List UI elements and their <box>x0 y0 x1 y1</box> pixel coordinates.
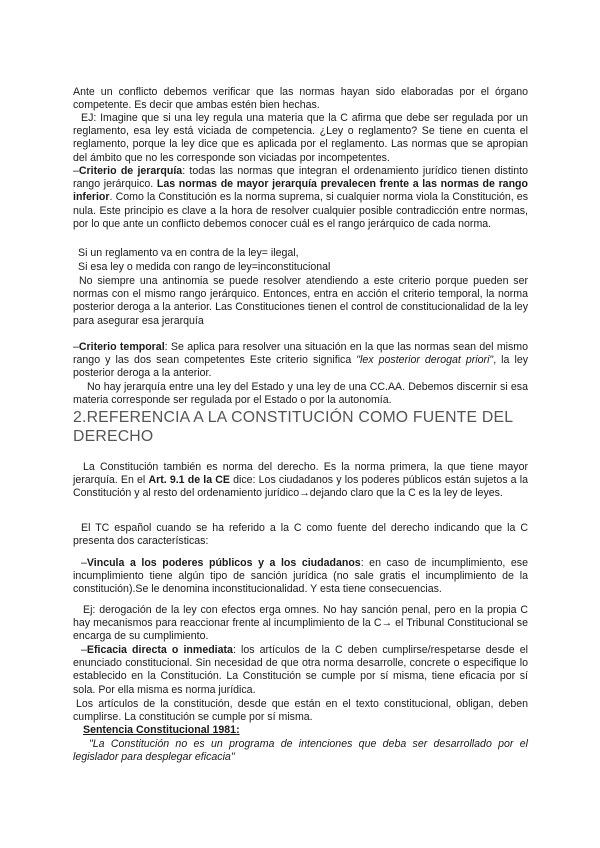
dash-marker: – <box>73 165 79 177</box>
paragraph-articles-oblige <box>73 698 528 724</box>
hierarchy-criterion-text-2: . Como la Constitución es la norma suprema, si cualquier norma viola la Constitución, es nula. Este principio es clave a la hora de resolver cualquier posible contradicción entre normas, por lo que ante un conflicto debemos conocer cuál es el rango jerárquico de cada norma. <box>73 191 528 230</box>
paragraph-tc-characteristics <box>73 522 528 548</box>
paragraph-illegal <box>78 247 533 260</box>
section-heading: 2.REFERENCIA A LA CONSTITUCIÓN COMO FUENTE DEL DERECHO <box>73 409 513 445</box>
paragraph-tc-characteristics-text: El TC español cuando se ha referido a la C como fuente del derecho indicando que la C presenta dos características: <box>73 522 528 548</box>
paragraph-illegal-text: Si un reglamento va en contra de la ley= ilegal, <box>78 247 299 259</box>
article-reference: Art. 9.1 de la CE <box>148 474 230 487</box>
hierarchy-criterion-label: Criterio de jerarquía <box>78 165 183 177</box>
paragraph-binding <box>73 557 528 597</box>
temporal-criterion-text: : Se aplica para resolver una situación en la que las normas sean del mismo rango y las dos sean competentes Este criterio significa <box>73 341 529 367</box>
paragraph-hierarchy-criterion <box>73 165 528 231</box>
dash-marker: – <box>73 341 79 353</box>
paragraph-temporal-criterion <box>73 341 528 381</box>
hierarchy-criterion-text: : todas las normas que integran el ordenamiento jurídico tienen distinto rango jerárquico. <box>73 165 529 191</box>
paragraph-example-regulation-text: EJ: Imagine que si una ley regula una materia que la C afirma que debe ser regulada por un reglamento, esa ley está viciada de competencia. ¿Ley o reglamento? Se tiene en cuenta el reglamento, porque la ley dice que es aplicada por el reglamento. Las normas que se apropian del ámbito que no les corresponde son viciadas por incompetentes. <box>73 112 528 164</box>
temporal-criterion-text-2: , la ley posterior deroga a la anterior. <box>73 354 529 380</box>
paragraph-unconstitutional <box>78 261 533 274</box>
paragraph-derogation-example <box>73 604 528 644</box>
paragraph-antinomy <box>73 275 528 328</box>
direct-efficacy-label: Eficacia directa o inmediata <box>86 644 233 656</box>
paragraph-autonomy <box>73 381 528 407</box>
paragraph-unconstitutional-text: Si esa ley o medida con rango de ley=inconstitucional <box>78 261 331 273</box>
paragraph-direct-efficacy <box>73 644 528 697</box>
paragraph-sentence-title <box>83 724 538 737</box>
paragraph-competence-text: Ante un conflicto debemos verificar que las normas hayan sido elaboradas por el órgano competente. Es decir que ambas estén bien hechas. <box>73 86 528 112</box>
paragraph-sentence-quote <box>73 738 528 764</box>
direct-efficacy-text: : los artículos de la C deben cumplirse/respetarse desde el enunciado constitucional. Sin necesidad de que otra norma desarrolle, concrete o especifique lo establecido en la Constitución. La Constitución se cumple por sí misma, tiene eficacia por sí sola. Por ella misma es norma jurídica. <box>73 644 528 696</box>
dash-marker: – <box>81 557 87 569</box>
paragraph-constitution-norm <box>73 461 528 501</box>
lex-posterior-quote: "lex posterior derogat priori" <box>356 354 494 367</box>
paragraph-competence <box>73 86 528 112</box>
paragraph-example-regulation <box>73 112 528 165</box>
paragraph-articles-oblige-text: Los artículos de la constitución, desde que están en el texto constitucional, obligan, deben cumplirse. La constitución se cumple por sí misma. <box>73 698 528 724</box>
sentence-quote-text: "La Constitución no es un programa de intenciones que deba ser desarrollado por el legislador para desplegar eficacia" <box>73 738 528 764</box>
sentence-title: Sentencia Constitucional 1981: <box>83 724 240 736</box>
binding-characteristic-text: : en caso de incumplimiento, ese incumplimiento tiene algún tipo de sanción jurídica (no sale gratis el incumplimiento de la constitución).Se le denomina inconstitucionalidad. Y esta tiene consecuencias. <box>73 557 528 596</box>
constitution-norm-text-2: dice: Los ciudadanos y los poderes públicos están sujetos a la Constitución y al resto del ordenamiento jurídico→dejando claro que la C es la ley de leyes. <box>73 474 528 500</box>
paragraph-antinomy-text: No siempre una antinomia se puede resolver atendiendo a este criterio porque pueden ser normas con el mismo rango jerárquico. Entonces, entra en acción el criterio temporal, la norma posterior deroga a la anterior. Las Constituciones tienen el control de constitucionalidad de la ley para asegurar esa jerarquía <box>73 275 528 327</box>
paragraph-derogation-example-text: Ej: derogación de la ley con efectos erga omnes. No hay sanción penal, pero en la propia C hay mecanismos para reaccionar frente al incumplimiento de la C→ el Tribunal Constitucional se encarga de su cumplimiento. <box>73 604 528 643</box>
paragraph-autonomy-text: No hay jerarquía entre una ley del Estado y una ley de una CC.AA. Debemos discernir si esa materia corresponde ser regulada por el Estado o por la autonomía. <box>73 381 528 407</box>
hierarchy-criterion-bold: Las normas de mayor jerarquía prevalecen frente a las normas de rango inferior <box>73 178 528 204</box>
temporal-criterion-label: Criterio temporal <box>78 341 165 353</box>
constitution-norm-text: La Constitución también es norma del derecho. Es la norma primera, la que tiene mayor jerarquía. En el <box>73 461 528 487</box>
dash-marker: – <box>81 644 87 656</box>
binding-characteristic-label: Vincula a los poderes públicos y a los ciudadanos <box>86 557 361 569</box>
